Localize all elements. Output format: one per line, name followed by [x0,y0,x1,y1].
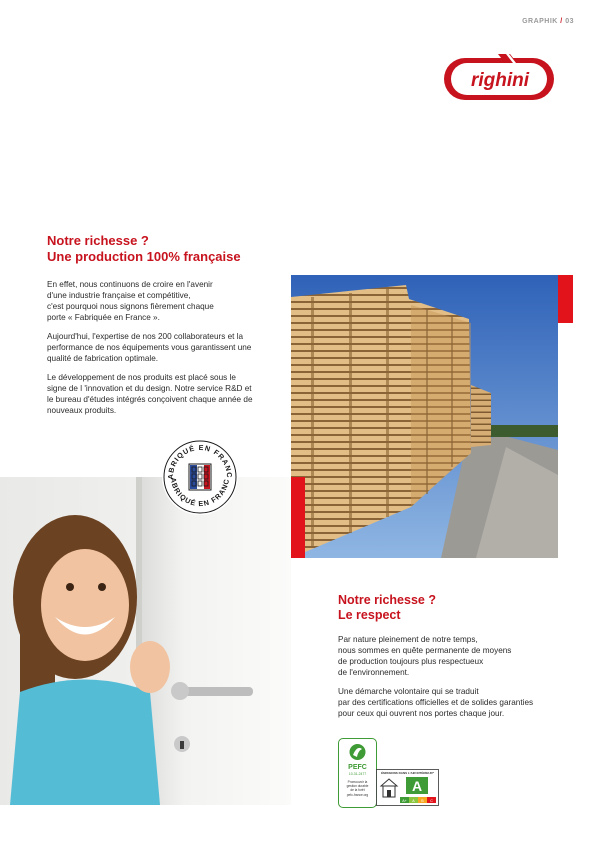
section2-title-line2: Le respect [338,608,401,622]
text-line: par des certifications officielles et de solides garanties [338,698,534,707]
text-line: de l'environnement. [338,668,410,677]
page-tag-separator: / [557,18,566,25]
page-tag-prefix: GRAPHIK [522,18,558,25]
text-line: Une démarche volontaire qui se traduit [338,687,479,696]
text-line: pour ceux qui ouvrent nos portes chaque jour. [338,709,505,718]
text-line: performance de nos équipements vous garantissent une [47,343,252,352]
text-line: Aujourd'hui, l'expertise de nos 200 collaborateurs et la [47,332,244,341]
red-accent-tab [558,275,573,323]
text-line: nouveaux produits. [47,406,117,415]
pefc-small-text: Promouvoir la [347,780,368,784]
section2-title [338,593,436,623]
pefc-small-text: de la forêt [350,788,365,792]
badge-top-text: ABRIQUÉ EN FRANC [165,442,235,480]
text-line: En effet, nous continuons de croire en l'avenir [47,280,213,289]
text-line: d'une industrie française et compétitive, [47,291,191,300]
air-emission-label [376,769,439,806]
text-line: signe de l 'innovation et du design. Notre service R&D et [47,384,252,393]
pefc-small-text: pefc-france.org [346,793,369,797]
text-line: le bureau d'études intégrés conçoivent chaque année de [47,395,253,404]
text-line: nous sommes en quête permanente de moyens [338,646,512,655]
section1-paragraph [47,331,279,364]
page-tag [522,18,574,25]
text-line: de production toujours plus respectueux [338,657,484,666]
air-emission-grade: A [411,778,423,794]
brand-name: righini [470,70,530,91]
section1-body [47,279,279,424]
section2-paragraph [338,634,578,678]
pefc-logo [338,738,377,808]
righini-logo [443,54,559,100]
scale-label: A [412,799,415,803]
scale-label: A+ [402,799,407,803]
scale-label: B [421,799,424,803]
scale-label: C [430,799,433,803]
air-emission-title: ÉMISSIONS DANS L'AIR INTÉRIEUR* [381,771,434,775]
text-line: qualité de fabrication optimale. [47,354,159,363]
page-number: 03 [565,18,574,25]
section2-paragraph [338,686,578,719]
red-accent-tab [291,477,305,558]
wood-stacks-photo [291,275,558,558]
section2-title-line1: Notre richesse ? [338,593,436,607]
section2-body [338,634,578,727]
badge-bottom-text: ABRIQUÉ EN FRANC [168,476,232,509]
section1-title [47,233,241,265]
pefc-label: PEFC [348,764,367,771]
pefc-small-text: gestion durable [346,784,369,788]
section1-paragraph [47,372,279,416]
section1-title-line1: Notre richesse ? [47,233,149,248]
fabrique-en-france-badge [161,438,239,516]
text-line: c'est pourquoi nous signons fièrement chaque [47,302,214,311]
text-line: Par nature pleinement de notre temps, [338,635,478,644]
girl-at-door-photo [0,477,291,805]
text-line: porte « Fabriquée en France ». [47,313,160,322]
text-line: Le développement de nos produits est placé sous le [47,373,236,382]
section1-paragraph [47,279,279,323]
pefc-code: 10-31-2477 [348,772,367,776]
section1-title-line2: Une production 100% française [47,249,241,264]
